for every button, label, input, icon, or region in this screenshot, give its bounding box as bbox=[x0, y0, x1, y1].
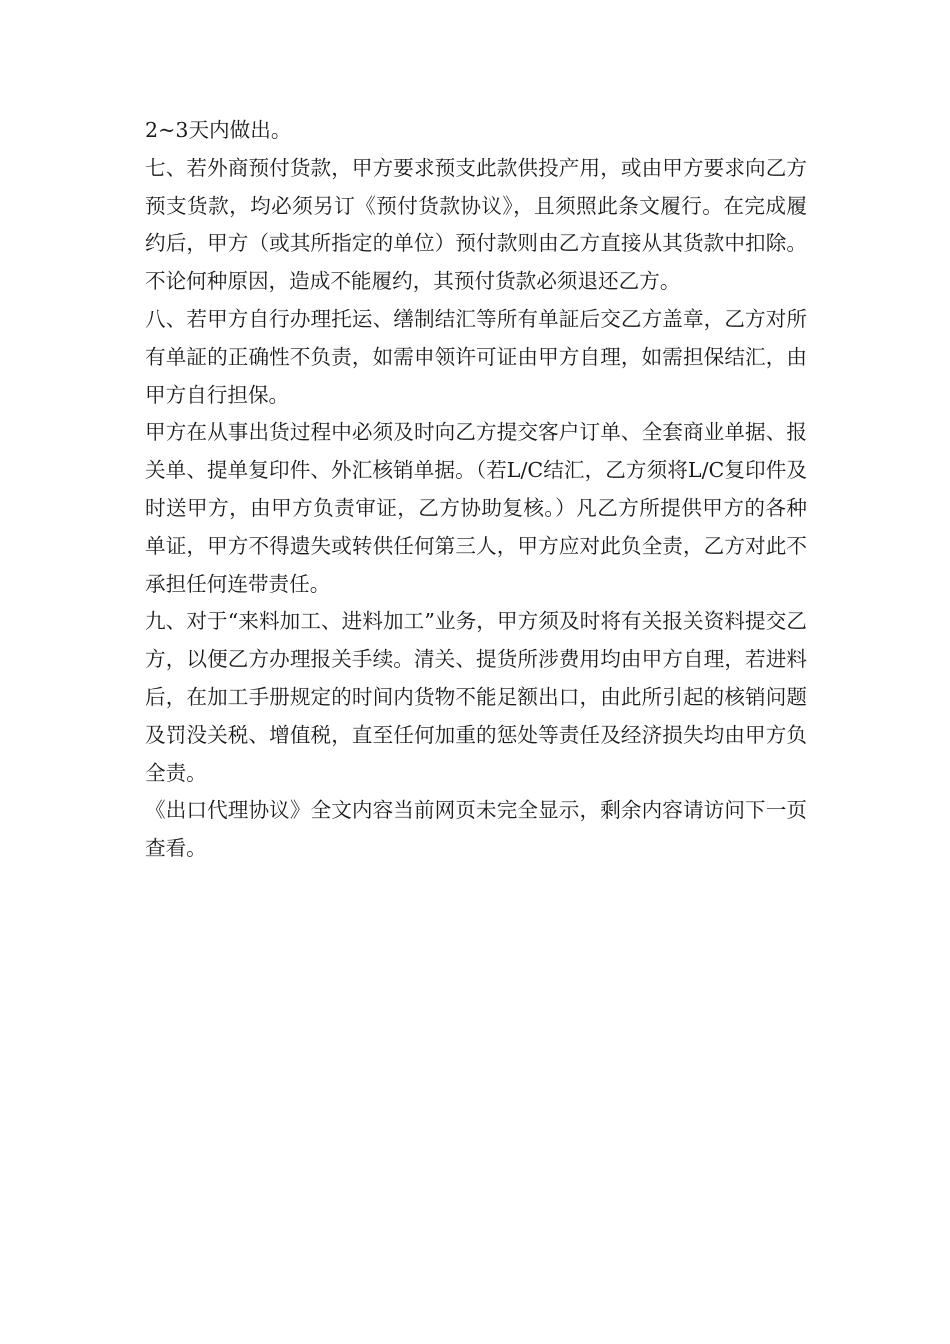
paragraph-shipping-documents: 甲方在从事出货过程中必须及时向乙方提交客户订单、全套商业单据、报关单、提单复印件、外汇核销单据。（若L/C结汇，乙方须将L/C复印件及时送甲方，由甲方负责审证，乙方协助复核。）凡乙方所提供甲方的各种单证，甲方不得遗失或转供任何第三人，甲方应对此负全责，乙方对此不承担任何连带责任。 bbox=[145, 420, 807, 596]
paragraph-clause-7: 七、若外商预付货款，甲方要求预支此款供投产用，或由甲方要求向乙方预支货款，均必须另订《预付货款协议》，且须照此条文履行。在完成履约后，甲方（或其所指定的单位）预付款则由乙方直接从其货款中扣除。不论何种原因，造成不能履约，其预付货款必须退还乙方。 bbox=[145, 155, 807, 294]
paragraph-clause-9: 九、对于“来料加工、进料加工”业务，甲方须及时将有关报关资料提交乙方，以便乙方办理报关手续。清关、提货所涉费用均由甲方自理，若进料后，在加工手册规定的时间内货物不能足额出口，由此所引起的核销问题及罚没关税、增值税，直至任何加重的惩处等责任及经济损失均由甲方负全责。 bbox=[145, 609, 807, 785]
document-body bbox=[145, 112, 807, 868]
paragraph-continuation: 2~3天内做出。 bbox=[145, 118, 292, 142]
paragraph-continue-notice: 《出口代理协议》全文内容当前网页未完全显示，剩余内容请访问下一页查看。 bbox=[145, 798, 807, 861]
paragraph-clause-8: 八、若甲方自行办理托运、缮制结汇等所有单証后交乙方盖章，乙方对所有单証的正确性不负责，如需申领许可证由甲方自理，如需担保结汇，由甲方自行担保。 bbox=[145, 306, 807, 407]
